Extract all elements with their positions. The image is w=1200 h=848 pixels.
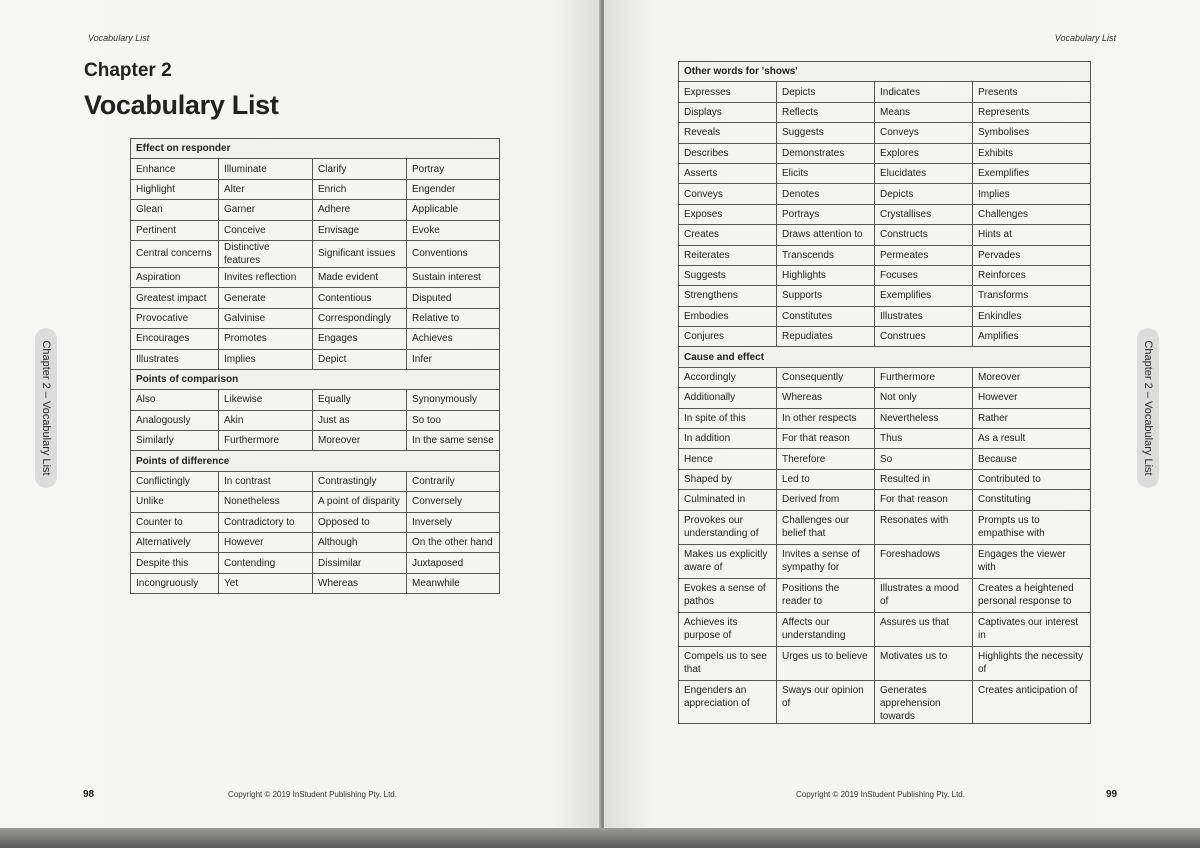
table-cell: Reiterates [679,245,777,265]
table-cell: Displays [679,102,777,122]
table-row [131,288,500,308]
table-cell: Describes [679,143,777,163]
table-cell: Engages [313,329,407,349]
table-row [131,410,500,430]
table-row [131,240,500,267]
table-cell: Galvinise [219,308,313,328]
table-cell: Permeates [875,245,973,265]
table-cell: In other respects [777,408,875,428]
table-cell: Applicable [407,200,500,220]
table-row [679,408,1091,428]
table-cell: Expresses [679,82,777,102]
copyright-left: Copyright © 2019 InStudent Publishing Pty. Ltd. [228,790,397,799]
table-row [679,544,1091,578]
left-page [0,0,601,836]
table-cell: Depicts [777,82,875,102]
table-cell: Challenges our belief that [777,510,875,544]
table-cell: For that reason [875,490,973,510]
table-row [131,471,500,491]
table-cell: Provokes our understanding of [679,510,777,544]
table-cell: Implies [973,184,1091,204]
table-cell: Likewise [219,390,313,410]
table-cell: Not only [875,388,973,408]
table-cell: Means [875,102,973,122]
table-cell: Provocative [131,308,219,328]
table-cell: Opposed to [313,512,407,532]
table-cell: Alternatively [131,533,219,553]
table-cell: Captivates our interest in [973,612,1091,646]
side-tab-left [35,328,57,488]
section-heading: Effect on responder [131,139,500,159]
table-cell: For that reason [777,429,875,449]
table-row [131,267,500,287]
table-cell: Alter [219,179,313,199]
section-heading: Cause and effect [679,347,1091,367]
table-cell: Elicits [777,163,875,183]
section-heading-row [679,347,1091,367]
table-cell: Resonates with [875,510,973,544]
table-cell: Illustrates a mood of [875,578,973,612]
table-cell: Supports [777,286,875,306]
table-cell: Draws attention to [777,225,875,245]
table-cell: Reinforces [973,265,1091,285]
table-row [131,159,500,179]
table-cell: Relative to [407,308,500,328]
table-cell: Depicts [875,184,973,204]
table-cell: Accordingly [679,367,777,387]
copyright-right: Copyright © 2019 InStudent Publishing Pty. Ltd. [796,790,965,799]
table-cell: Although [313,533,407,553]
table-cell: Makes us explicitly aware of [679,544,777,578]
vocabulary-table-right [678,61,1091,724]
table-cell: Exhibits [973,143,1091,163]
table-cell: Reveals [679,123,777,143]
table-row [131,308,500,328]
table-row [131,349,500,369]
table-row [679,429,1091,449]
table-cell: Focuses [875,265,973,285]
table-cell: Similarly [131,431,219,451]
table-cell: Represents [973,102,1091,122]
table-cell: Yet [219,573,313,593]
table-cell: Assures us that [875,612,973,646]
table-row [131,492,500,512]
table-cell: Illuminate [219,159,313,179]
table-row [679,286,1091,306]
table-cell: Challenges [973,204,1091,224]
table-cell: Rather [973,408,1091,428]
section-heading: Points of difference [131,451,500,471]
side-tab-label: Chapter 2 – Vocabulary List [40,340,52,476]
table-row [679,469,1091,489]
table-cell: Creates [679,225,777,245]
table-cell: Infer [407,349,500,369]
table-cell: Asserts [679,163,777,183]
table-cell: On the other hand [407,533,500,553]
table-cell: Suggests [777,123,875,143]
table-row [679,123,1091,143]
table-cell: Symbolises [973,123,1091,143]
table-cell: Pertinent [131,220,219,240]
table-cell: So too [407,410,500,430]
table-cell: Garner [219,200,313,220]
table-cell: Resulted in [875,469,973,489]
table-cell: Engenders an appreciation of [679,680,777,723]
table-cell: Synonymously [407,390,500,410]
table-cell: Illustrates [131,349,219,369]
table-row [679,143,1091,163]
table-cell: Culminated in [679,490,777,510]
section-heading-row [679,62,1091,82]
table-cell: Aspiration [131,267,219,287]
table-cell: Disputed [407,288,500,308]
table-cell: Constructs [875,225,973,245]
table-row [679,449,1091,469]
table-cell: Counter to [131,512,219,532]
table-cell: Whereas [313,573,407,593]
table-cell: Because [973,449,1091,469]
table-cell: Crystallises [875,204,973,224]
table-cell: Prompts us to empathise with [973,510,1091,544]
table-cell: Positions the reader to [777,578,875,612]
table-row [679,306,1091,326]
table-cell: Furthermore [875,367,973,387]
table-cell: Contentious [313,288,407,308]
table-cell: Correspondingly [313,308,407,328]
table-cell: Envisage [313,220,407,240]
table-row [131,179,500,199]
table-cell: Compels us to see that [679,646,777,680]
running-header-right: Vocabulary List [1054,33,1116,43]
table-cell: Consequently [777,367,875,387]
table-cell: Presents [973,82,1091,102]
table-cell: Constitutes [777,306,875,326]
table-cell: Foreshadows [875,544,973,578]
table-cell: Just as [313,410,407,430]
table-cell: Also [131,390,219,410]
table-cell: Contending [219,553,313,573]
table-cell: Dissimilar [313,553,407,573]
table-cell: Contradictory to [219,512,313,532]
table-cell: Significant issues [313,240,407,267]
table-cell: Exemplifies [973,163,1091,183]
page-title: Vocabulary List [84,90,279,120]
table-cell: So [875,449,973,469]
table-cell: Engender [407,179,500,199]
table-cell: Glean [131,200,219,220]
table-cell: Implies [219,349,313,369]
table-cell: Moreover [973,367,1091,387]
table-cell: Conventions [407,240,500,267]
side-tab-label: Chapter 2 – Vocabulary List [1142,340,1154,476]
table-row [131,200,500,220]
table-cell: Enkindles [973,306,1091,326]
table-cell: A point of disparity [313,492,407,512]
table-cell: Demonstrates [777,143,875,163]
running-header-left: Vocabulary List [88,33,150,43]
table-cell: Central concerns [131,240,219,267]
table-cell: Elucidates [875,163,973,183]
table-cell: Repudiates [777,327,875,347]
table-row [679,82,1091,102]
table-cell: Hence [679,449,777,469]
table-cell: Amplifies [973,327,1091,347]
table-cell: Thus [875,429,973,449]
table-cell: Conveys [679,184,777,204]
table-row [131,431,500,451]
table-cell: Engages the viewer with [973,544,1091,578]
table-cell: Nevertheless [875,408,973,428]
table-cell: Sways our opinion of [777,680,875,723]
book-bottom-edge [0,828,1200,848]
table-cell: Led to [777,469,875,489]
table-cell: Contrarily [407,471,500,491]
table-cell: Meanwhile [407,573,500,593]
table-cell: Furthermore [219,431,313,451]
table-cell: Conveys [875,123,973,143]
table-cell: Inversely [407,512,500,532]
table-row [679,265,1091,285]
table-cell: Suggests [679,265,777,285]
table-row [679,163,1091,183]
table-cell: Despite this [131,553,219,573]
right-page [604,0,1200,836]
table-cell: Exposes [679,204,777,224]
table-row [679,327,1091,347]
table-cell: Illustrates [875,306,973,326]
table-cell: In addition [679,429,777,449]
table-cell: Motivates us to [875,646,973,680]
table-cell: Akin [219,410,313,430]
section-heading: Points of comparison [131,369,500,389]
table-cell: Conversely [407,492,500,512]
page-number-right: 99 [1106,789,1118,800]
table-cell: Invites reflection [219,267,313,287]
table-cell: Construes [875,327,973,347]
table-row [131,220,500,240]
table-cell: Creates a heightened personal response to [973,578,1091,612]
table-cell: Analogously [131,410,219,430]
table-cell: Achieves [407,329,500,349]
table-cell: Encourages [131,329,219,349]
table-cell: Hints at [973,225,1091,245]
table-cell: However [219,533,313,553]
table-row [679,102,1091,122]
table-cell: Shaped by [679,469,777,489]
table-row [679,680,1091,723]
table-cell: Affects our understanding [777,612,875,646]
table-row [131,573,500,593]
section-heading-row [131,139,500,159]
table-cell: Sustain interest [407,267,500,287]
table-cell: Juxtaposed [407,553,500,573]
table-row [679,646,1091,680]
section-heading-row [131,451,500,471]
table-row [679,388,1091,408]
table-cell: Achieves its purpose of [679,612,777,646]
table-cell: Whereas [777,388,875,408]
table-cell: Moreover [313,431,407,451]
table-row [679,510,1091,544]
table-row [131,512,500,532]
section-heading-row [131,369,500,389]
table-cell: Incongruously [131,573,219,593]
table-cell: Indicates [875,82,973,102]
table-cell: Creates anticipation of [973,680,1091,723]
table-row [131,390,500,410]
table-cell: In the same sense [407,431,500,451]
table-cell: Explores [875,143,973,163]
table-cell: Strengthens [679,286,777,306]
vocabulary-table-left [130,138,500,594]
table-row [679,578,1091,612]
table-cell: Portrays [777,204,875,224]
table-cell: Transcends [777,245,875,265]
table-row [131,553,500,573]
table-cell: Nonetheless [219,492,313,512]
table-cell: Promotes [219,329,313,349]
table-row [679,204,1091,224]
table-row [679,367,1091,387]
chapter-label: Chapter 2 [84,60,172,81]
table-cell: Additionally [679,388,777,408]
side-tab-right [1137,328,1159,488]
table-cell: Exemplifies [875,286,973,306]
table-cell: Generates apprehension towards [875,680,973,723]
table-cell: Distinctive features [219,240,313,267]
table-cell: In contrast [219,471,313,491]
table-row [679,245,1091,265]
table-row [679,612,1091,646]
table-cell: Derived from [777,490,875,510]
table-cell: Highlights the necessity of [973,646,1091,680]
table-cell: Contributed to [973,469,1091,489]
table-cell: Reflects [777,102,875,122]
table-row [131,533,500,553]
table-cell: Portray [407,159,500,179]
table-cell: However [973,388,1091,408]
page-number-left: 98 [83,789,95,800]
table-cell: Unlike [131,492,219,512]
table-cell: Made evident [313,267,407,287]
table-row [679,225,1091,245]
table-cell: Contrastingly [313,471,407,491]
table-cell: Conflictingly [131,471,219,491]
table-cell: Highlight [131,179,219,199]
table-cell: Equally [313,390,407,410]
table-cell: Clarify [313,159,407,179]
table-row [131,329,500,349]
table-cell: Depict [313,349,407,369]
table-cell: Invites a sense of sympathy for [777,544,875,578]
table-cell: Evokes a sense of pathos [679,578,777,612]
table-cell: Greatest impact [131,288,219,308]
table-row [679,184,1091,204]
table-cell: Adhere [313,200,407,220]
table-cell: Enhance [131,159,219,179]
table-cell: Urges us to believe [777,646,875,680]
table-cell: Conjures [679,327,777,347]
table-row [679,490,1091,510]
table-cell: As a result [973,429,1091,449]
table-cell: Embodies [679,306,777,326]
table-cell: Conceive [219,220,313,240]
table-cell: Constituting [973,490,1091,510]
table-cell: In spite of this [679,408,777,428]
table-cell: Enrich [313,179,407,199]
table-cell: Denotes [777,184,875,204]
table-cell: Pervades [973,245,1091,265]
table-cell: Generate [219,288,313,308]
table-cell: Highlights [777,265,875,285]
table-cell: Transforms [973,286,1091,306]
section-heading: Other words for 'shows' [679,62,1091,82]
table-cell: Evoke [407,220,500,240]
table-cell: Therefore [777,449,875,469]
